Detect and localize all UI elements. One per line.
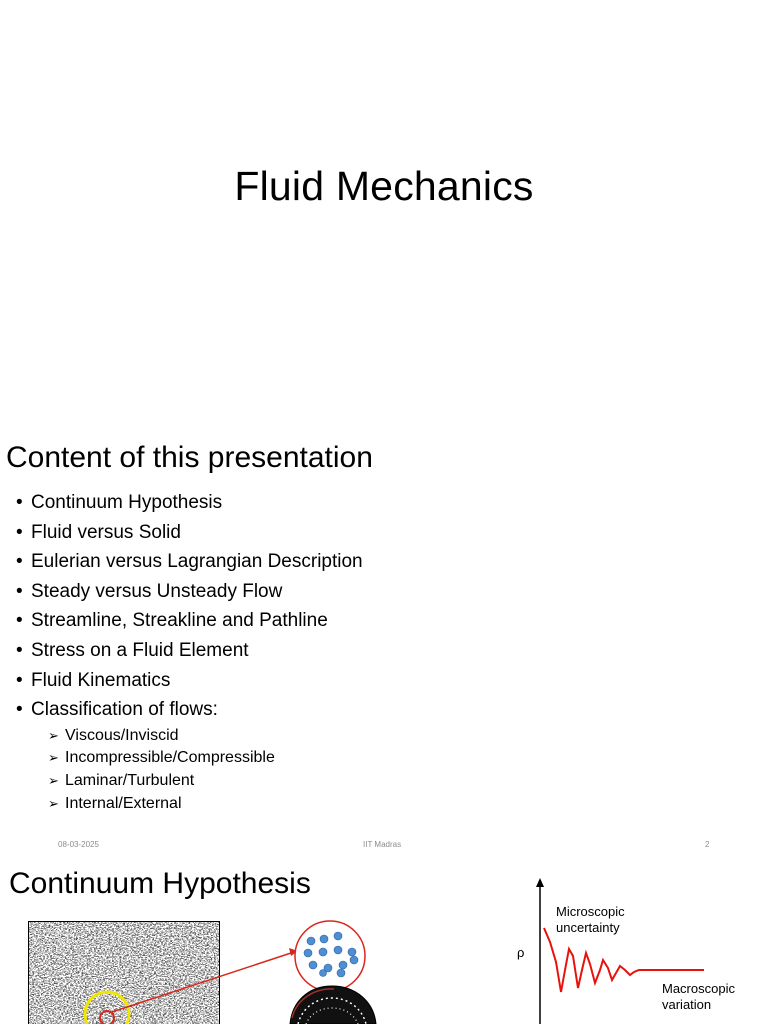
footer-institute: IIT Madras — [363, 840, 402, 849]
list-item: • Fluid versus Solid — [16, 521, 181, 543]
footer-date: 08-03-2025 — [58, 840, 99, 849]
zoom-arrow — [112, 952, 294, 1012]
axis-arrow-icon — [536, 878, 544, 887]
list-item: • Steady versus Unsteady Flow — [16, 580, 283, 602]
arrow-bullet-icon: ➢ — [48, 772, 59, 788]
sub-list-item: ➢ Incompressible/Compressible — [48, 747, 363, 770]
continuum-title: Continuum Hypothesis — [9, 867, 311, 900]
arrow-bullet-icon: ➢ — [48, 795, 59, 811]
sub-list-item: ➢ Laminar/Turbulent — [48, 770, 363, 793]
title-slide — [0, 0, 768, 432]
sub-list-item: ➢ Viscous/Inviscid — [48, 725, 363, 748]
sub-list — [16, 725, 363, 815]
macroscopic-label: Macroscopic variation — [662, 981, 735, 1012]
list-item: • Streamline, Streakline and Pathline — [16, 610, 328, 632]
contents-title: Content of this presentation — [6, 441, 373, 474]
list-item: • Classification of flows: ➢ Viscous/Inviscid ➢ Incompressible/Compressible ➢ Laminar/Turbulent ➢ Internal/External — [16, 695, 363, 815]
arrow-bullet-icon: ➢ — [48, 727, 59, 743]
contents-list — [16, 488, 363, 815]
list-item: • Stress on a Fluid Element — [16, 639, 249, 661]
microscopic-label: Microscopic uncertainty — [556, 904, 625, 935]
graph-y-label: ρ — [517, 945, 525, 960]
list-item: • Fluid Kinematics — [16, 669, 171, 691]
list-item: • Eulerian versus Lagrangian Description — [16, 551, 363, 573]
zoom-diagram — [0, 852, 768, 1024]
sub-list-item: ➢ Internal/External — [48, 793, 363, 816]
small-red-circle — [100, 1011, 114, 1024]
droplet-blob — [290, 986, 376, 1024]
arrow-bullet-icon: ➢ — [48, 750, 59, 766]
continuum-slide — [0, 852, 768, 1024]
contents-slide — [0, 432, 768, 852]
slide-title: Fluid Mechanics — [234, 163, 534, 209]
list-item: • Continuum Hypothesis — [16, 492, 223, 513]
footer-page-number: 2 — [705, 840, 710, 849]
